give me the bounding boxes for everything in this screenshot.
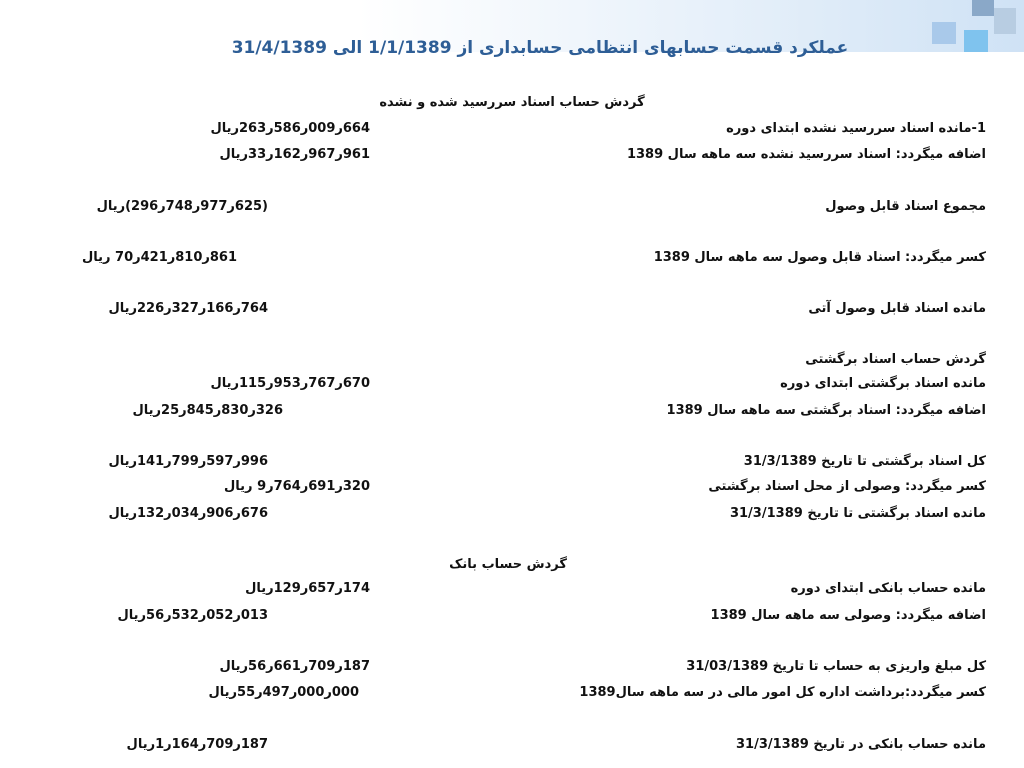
row-amount: 320ر691ر764ر9 ریال (224, 479, 370, 494)
section-heading-label: گردش حساب اسناد برگشتی (805, 352, 986, 367)
row-label: مانده اسناد قابل وصول آتی (808, 301, 986, 316)
table-row (0, 479, 1024, 501)
row-label: مانده حساب بانکی ابتدای دوره (790, 581, 986, 596)
row-amount: 861ر810ر421ر70 ریال (81, 250, 237, 265)
row-label: اضافه میگردد: اسناد برگشتی سه ماهه سال 1389 (666, 403, 986, 418)
row-amount: 961ر967ر162ر33ریال (219, 147, 370, 162)
row-label: کسر میگردد: اسناد قابل وصول سه ماهه سال 1389 (653, 250, 986, 265)
row-label: اضافه میگردد: اسناد سررسید نشده سه ماهه سال 1389 (626, 147, 986, 162)
table-row (0, 301, 1024, 323)
row-amount: 013ر052ر532ر56ریال (117, 608, 268, 623)
decor-square (994, 8, 1016, 34)
row-amount: 676ر906ر034ر132ریال (108, 506, 268, 521)
table-row (0, 581, 1024, 603)
row-amount: 664ر009ر586ر263ریال (210, 121, 370, 136)
table-row (0, 376, 1024, 398)
row-amount: 000ر000ر497ر55ریال (208, 685, 359, 700)
row-label: مجموع اسناد قابل وصول (825, 199, 986, 214)
row-label: کسر میگردد:برداشت اداره کل امور مالی در سه ماهه سال1389 (579, 685, 986, 700)
table-row (0, 737, 1024, 759)
decor-square (964, 30, 988, 52)
table-row (0, 250, 1024, 272)
table-row (0, 506, 1024, 528)
table-row (0, 147, 1024, 169)
row-label: مانده اسناد برگشتی ابتدای دوره (780, 376, 986, 391)
row-amount: 764ر166ر327ر226ریال (108, 301, 268, 316)
row-label: کل مبلغ واریزی به حساب تا تاریخ 31/03/1389 (686, 659, 986, 674)
table-row (0, 199, 1024, 221)
row-amount: 187ر709ر164ر1ریال (126, 737, 268, 752)
row-label: مانده حساب بانکی در تاریخ 31/3/1389 (735, 737, 986, 752)
row-amount: 187ر709ر661ر56ریال (219, 659, 370, 674)
row-label: 1-مانده اسناد سررسید نشده ابتدای دوره (726, 121, 986, 136)
row-label: اضافه میگردد: وصولی سه ماهه سال 1389 (710, 608, 986, 623)
table-row (0, 685, 1024, 707)
section-heading-bank: گردش حساب بانک (449, 557, 567, 572)
decor-square (932, 22, 956, 44)
table-row (0, 608, 1024, 630)
section-heading-notes: گردش حساب اسناد سررسید شده و نشده (379, 95, 645, 110)
row-label: مانده اسناد برگشتی تا تاریخ 31/3/1389 (729, 506, 986, 521)
row-label: کل اسناد برگشتی تا تاریخ 31/3/1389 (743, 454, 986, 469)
table-row (0, 121, 1024, 143)
row-amount: 996ر597ر799ر141ریال (108, 454, 268, 469)
table-row (0, 403, 1024, 425)
row-amount: (625ر977ر748ر296)ریال (96, 199, 268, 214)
row-amount: 174ر657ر129ریال (245, 581, 370, 596)
decor-square (972, 0, 994, 16)
row-amount: 326ر830ر845ر25ریال (132, 403, 283, 418)
slide-title: عملکرد قسمت حسابهای انتظامی حسابداری از 1/1/1389 الی 31/4/1389 (231, 38, 849, 58)
table-row (0, 659, 1024, 681)
table-row (0, 454, 1024, 476)
row-amount: 670ر767ر953ر115ریال (210, 376, 370, 391)
section-heading-returned (0, 352, 1024, 374)
row-label: کسر میگردد: وصولی از محل اسناد برگشتی (708, 479, 986, 494)
